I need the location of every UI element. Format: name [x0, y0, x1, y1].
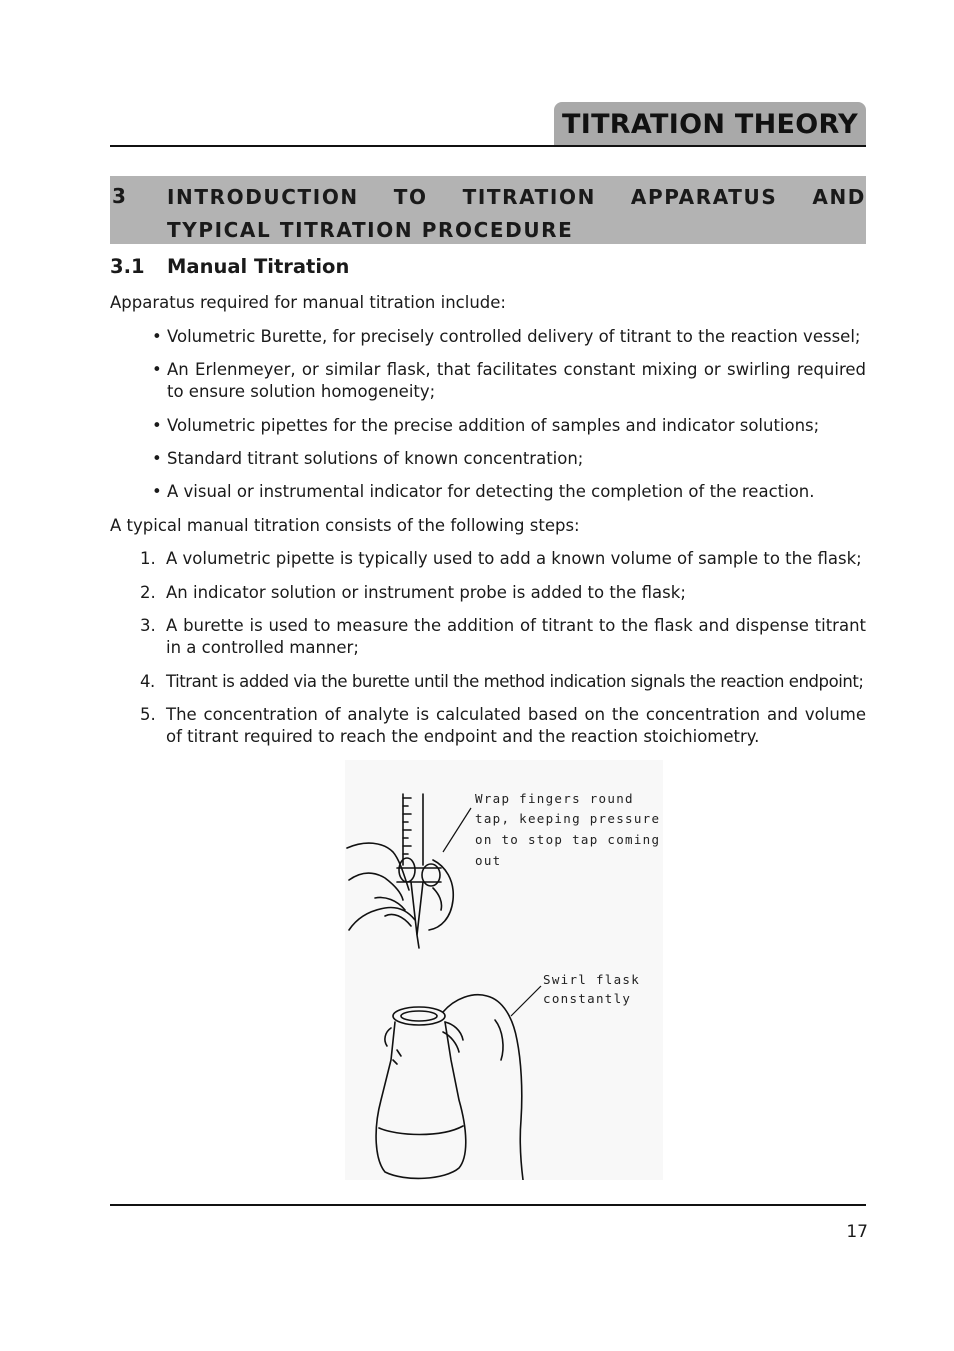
step-text: A burette is used to measure the addition of titrant to the flask and dispense titrant in a controlled manner; — [166, 616, 866, 657]
bullet-icon: • — [152, 360, 162, 379]
section-number: 3 — [112, 184, 127, 208]
apparatus-intro: Apparatus required for manual titration include: — [110, 293, 506, 312]
subsection-title: Manual Titration — [167, 255, 350, 278]
footer-rule — [110, 1204, 866, 1206]
caption-bottom-line: constantly — [543, 991, 632, 1006]
step-item — [140, 548, 866, 570]
page-number: 17 — [846, 1222, 868, 1242]
bullet-icon: • — [152, 416, 162, 435]
chapter-header-tab — [554, 102, 866, 146]
step-item — [140, 582, 866, 604]
subsection-number: 3.1 — [110, 255, 145, 278]
apparatus-item-text: An Erlenmeyer, or similar flask, that facilitates constant mixing or swirling required to ensure solution homogeneity; — [167, 360, 866, 401]
chapter-title: TITRATION THEORY — [562, 108, 858, 140]
caption-top-line: on to stop tap coming — [475, 832, 661, 847]
titration-technique-figure — [345, 760, 663, 1180]
titration-illustration — [345, 760, 663, 1180]
step-text: A volumetric pipette is typically used to add a known volume of sample to the flask; — [166, 549, 862, 568]
step-item — [140, 671, 866, 693]
header-rule — [110, 145, 866, 147]
bullet-icon: • — [152, 482, 162, 501]
bullet-icon: • — [152, 327, 162, 346]
apparatus-item — [152, 359, 866, 403]
apparatus-item — [152, 326, 866, 348]
step-number: 3. — [140, 616, 156, 635]
caption-top-line: Wrap fingers round — [475, 791, 634, 806]
apparatus-item — [152, 481, 866, 503]
apparatus-item-text: A visual or instrumental indicator for detecting the completion of the reaction. — [167, 482, 815, 501]
step-number: 1. — [140, 549, 156, 568]
bullet-icon: • — [152, 449, 162, 468]
step-text: The concentration of analyte is calculated based on the concentration and volume of titrant required to reach the endpoint and the reaction stoichiometry. — [166, 705, 866, 746]
apparatus-item — [152, 448, 866, 470]
caption-top-line: tap, keeping pressure — [475, 811, 661, 826]
apparatus-item-text: Volumetric pipettes for the precise addition of samples and indicator solutions; — [167, 416, 820, 435]
section-title: INTRODUCTION TO TITRATION APPARATUS AND TYPICAL TITRATION PROCEDURE — [167, 185, 866, 242]
caption-top-line: out — [475, 853, 502, 868]
caption-bottom-line: Swirl flask — [543, 972, 641, 987]
apparatus-item-text: Volumetric Burette, for precisely controlled delivery of titrant to the reaction vessel; — [167, 327, 861, 346]
step-number: 5. — [140, 705, 156, 724]
steps-intro: A typical manual titration consists of the following steps: — [110, 516, 580, 535]
step-item — [140, 615, 866, 659]
step-number: 4. — [140, 672, 155, 691]
step-text: Titrant is added via the burette until the method indication signals the reaction endpoint; — [166, 672, 864, 691]
step-number: 2. — [140, 583, 156, 602]
apparatus-item-text: Standard titrant solutions of known concentration; — [167, 449, 584, 468]
apparatus-item — [152, 415, 866, 437]
step-text: An indicator solution or instrument probe is added to the flask; — [166, 583, 686, 602]
step-item — [140, 704, 866, 748]
